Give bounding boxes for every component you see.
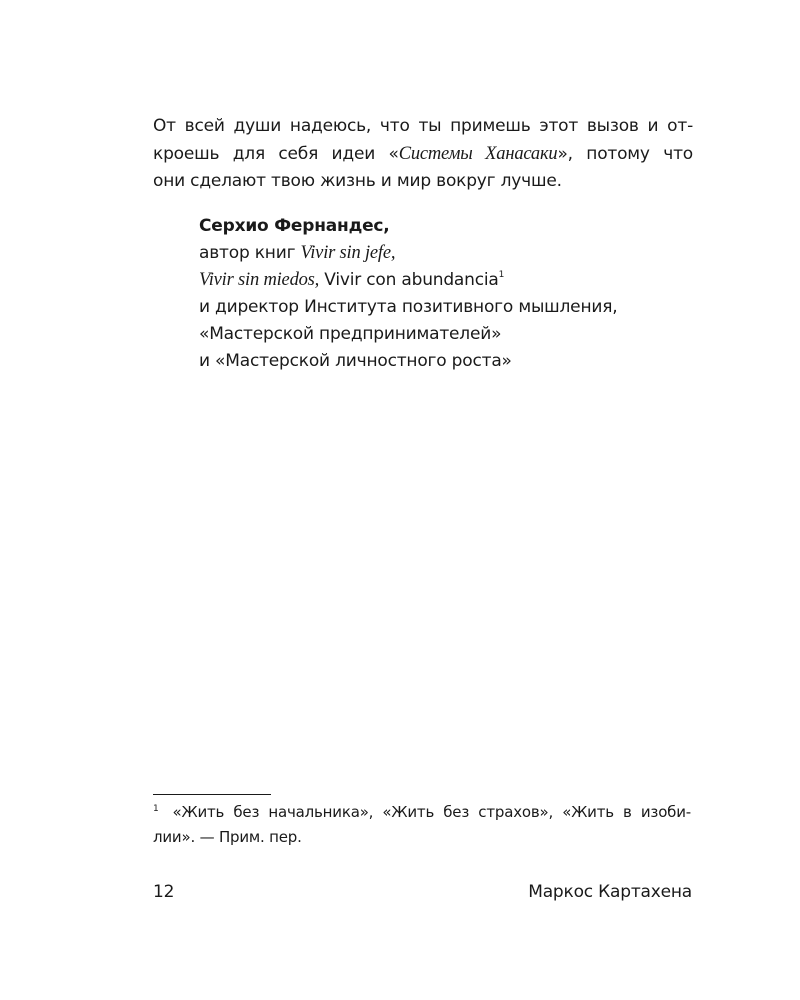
footnote-reference[interactable]: 1 [498, 270, 505, 280]
running-footer-author: Маркос Картахена [528, 882, 692, 902]
footnote-line-2: лии». — Прим. пер. [153, 827, 302, 846]
signature-line-4: и директор Института позитивного мышления, [199, 297, 618, 317]
book-title-3: Vivir con abundancia [319, 270, 499, 290]
signature-name: Серхио Фернандес, [199, 216, 390, 236]
book-title-2: Vivir sin miedos, [199, 270, 320, 290]
book-title-1: Vivir sin jefe, [300, 243, 396, 263]
page-number: 12 [153, 882, 175, 902]
quote-close: » [557, 143, 568, 164]
signature-line-6: и «Мастерской личностного роста» [199, 351, 512, 371]
signature-books-line-2 [199, 267, 699, 294]
footnote-mark: 1 [153, 804, 159, 814]
intro-line-3: они сделают твою жизнь и мир вокруг лучше. [153, 171, 562, 191]
intro-paragraph [153, 113, 693, 196]
signature-books-line-1 [199, 240, 699, 267]
intro-line-2-start: кроешь для себя идеи [153, 143, 389, 164]
footnote [153, 800, 691, 849]
hanasaki-system-title: Системы Ханасаки [398, 143, 558, 164]
signature-line-5: «Мастерской предпринимателей» [199, 324, 502, 344]
footnote-line-1 [153, 800, 691, 825]
intro-line-2-end: , потому что [567, 143, 693, 164]
signature-block [199, 213, 699, 375]
books-prefix: автор книг [199, 243, 301, 263]
intro-line-2 [153, 141, 693, 169]
footnote-text-1: «Жить без начальника», «Жить без страхов», «Жить в изоби- [172, 803, 691, 821]
footnote-divider [153, 794, 271, 795]
quote-open: « [388, 143, 399, 164]
intro-line-1: От всей души надеюсь, что ты примешь этот вызов и от- [153, 116, 693, 136]
